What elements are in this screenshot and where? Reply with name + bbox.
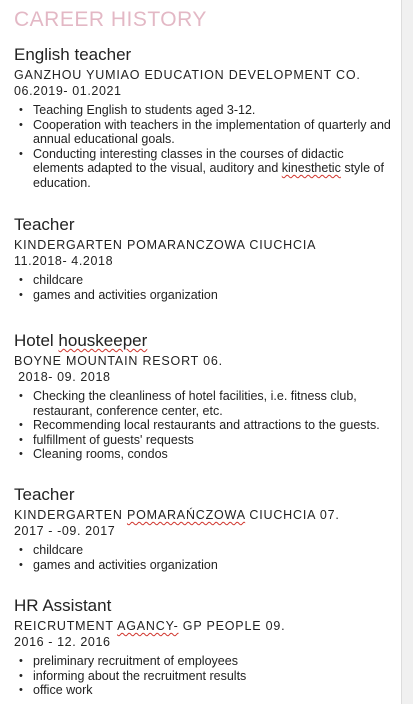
duty-item: • preliminary recruitment of employees [14,654,394,669]
duties-list [14,543,394,572]
duty-item: • Checking the cleanliness of hotel facilities, i.e. fitness club, restaurant, conference center, etc. [14,389,394,418]
duty-item: • Teaching English to students aged 3-12. [14,103,394,118]
duty-item: • childcare [14,273,394,288]
duty-item: • office work [14,683,394,698]
job-dates: 11.2018- 4.2018 [14,254,114,268]
duty-item: • fulfillment of guests' requests [14,433,394,448]
company-part: KINDERGARTEN [14,508,127,522]
job-title [14,331,394,351]
duties-list [14,654,394,698]
misspelled-word: POMARAŃCZOWA [126,508,246,522]
duty-item: • games and activities organization [14,288,394,303]
job-dates: 2018- 09. 2018 [14,370,111,384]
page-edge-scrollbar[interactable] [401,0,413,704]
duty-item: • games and activities organization [14,558,394,573]
duty-item: • Cleaning rooms, condos [14,447,394,462]
duties-list [14,389,394,462]
job-entry [14,331,394,462]
job-dates: 06.2019- 01.2021 [14,84,122,98]
job-entry [14,596,394,698]
company-part: REICRUTMENT [14,619,118,633]
duties-list [14,273,394,302]
job-title-part: Hotel [14,331,59,350]
company-part: CIUCHCIA 07. [245,508,340,522]
job-entry [14,485,394,572]
job-title: HR Assistant [14,596,112,615]
duty-item: • Cooperation with teachers in the implementation of quarterly and annual educational goals. [14,118,394,147]
duty-item: • Conducting interesting classes in the courses of didactic elements adapted to the visual, auditory and kinesthetic style of education. [14,147,394,191]
misspelled-word: kinesthetic [281,161,341,175]
section-title: CAREER HISTORY [14,8,207,31]
company-name [14,618,394,634]
company-name: GANZHOU YUMIAO EDUCATION DEVELOPMENT CO. [14,68,361,82]
job-title: Teacher [14,215,75,234]
company-name [14,507,394,523]
duty-item: • Recommending local restaurants and attractions to the guests. [14,418,394,433]
duty-item: • informing about the recruitment results [14,669,394,684]
job-title: Teacher [14,485,75,504]
job-entry [14,45,394,190]
duty-item: • childcare [14,543,394,558]
job-entry [14,215,394,302]
job-dates: 2016 - 12. 2016 [14,635,111,649]
company-name: BOYNE MOUNTAIN RESORT 06. [14,354,223,368]
job-title: English teacher [14,45,132,64]
job-dates: 2017 - -09. 2017 [14,524,116,538]
misspelled-word: AGANCY- [117,619,179,633]
company-part: GP PEOPLE 09. [178,619,286,633]
duties-list [14,103,394,190]
misspelled-word: houskeeper [58,331,148,350]
company-name: KINDERGARTEN POMARANCZOWA CIUCHCIA [14,238,317,252]
